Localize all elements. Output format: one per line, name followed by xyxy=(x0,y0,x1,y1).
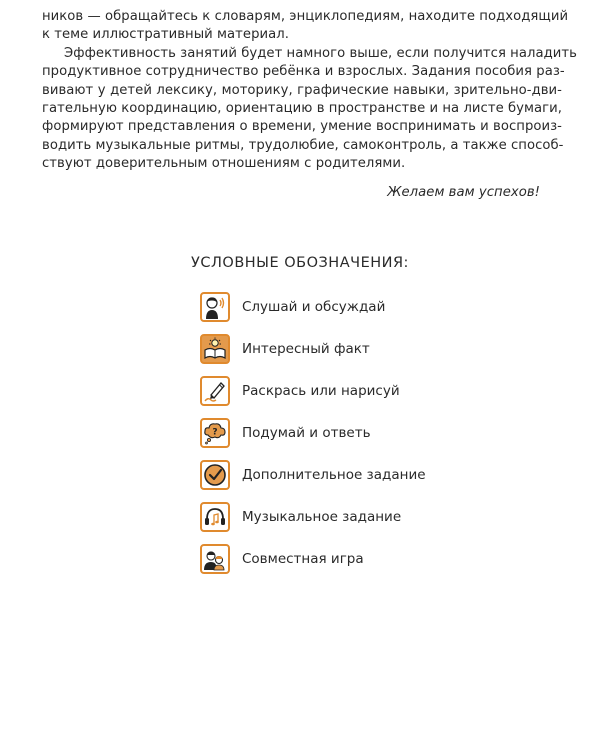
text-line: ников — обращайтесь к словарям, энциклопедиям, находите подходящий xyxy=(42,9,569,24)
legend-label: Музыкальное задание xyxy=(242,508,402,525)
legend-item-draw xyxy=(200,373,500,408)
intro-paragraph-1 xyxy=(42,8,569,45)
legend xyxy=(0,255,600,583)
intro-text xyxy=(42,8,577,202)
text-line: формируют представления о времени, умение воспринимать и воспроиз- xyxy=(42,119,562,135)
headphones-icon xyxy=(200,502,230,532)
text-line: ствуют доверительным отношениям с родителями. xyxy=(42,156,406,172)
listen-discuss-icon xyxy=(200,292,230,322)
text-line: продуктивное сотрудничество ребёнка и взрослых. Задания пособия раз- xyxy=(42,64,565,80)
text-line: Эффективность занятий будет намного выше, если получится наладить xyxy=(64,45,577,61)
legend-title: УСЛОВНЫЕ ОБОЗНАЧЕНИЯ: xyxy=(191,255,409,271)
question-think-icon xyxy=(200,418,230,448)
text-line: водить музыкальные ритмы, трудолюбие, самоконтроль, а также способ- xyxy=(42,137,564,153)
svg-text:?: ? xyxy=(212,427,218,437)
legend-item-game xyxy=(200,541,500,576)
wish-text: Желаем вам успехов! xyxy=(387,184,540,200)
legend-item-extra xyxy=(200,457,500,492)
joint-game-icon xyxy=(200,544,230,574)
legend-item-think xyxy=(200,415,500,450)
interesting-fact-icon xyxy=(200,334,230,364)
text-line: к теме иллюстративный материал. xyxy=(42,27,289,43)
legend-list xyxy=(200,289,500,576)
intro-paragraph-2 xyxy=(42,45,577,174)
legend-label: Раскрась или нарисуй xyxy=(242,382,400,399)
text-line: гательную координацию, ориентацию в пространстве и на листе бумаги, xyxy=(42,101,562,117)
legend-label: Совместная игра xyxy=(242,550,364,567)
text-line: вивают у детей лексику, моторику, графические навыки, зрительно-дви- xyxy=(42,82,562,98)
legend-item-listen xyxy=(200,289,500,324)
checkmark-icon xyxy=(200,460,230,490)
legend-label: Интересный факт xyxy=(242,340,370,357)
legend-item-fact xyxy=(200,331,500,366)
legend-label: Слушай и обсуждай xyxy=(242,298,386,315)
legend-item-music xyxy=(200,499,500,534)
pencil-draw-icon xyxy=(200,376,230,406)
legend-label: Подумай и ответь xyxy=(242,424,371,441)
legend-label: Дополнительное задание xyxy=(242,466,426,483)
